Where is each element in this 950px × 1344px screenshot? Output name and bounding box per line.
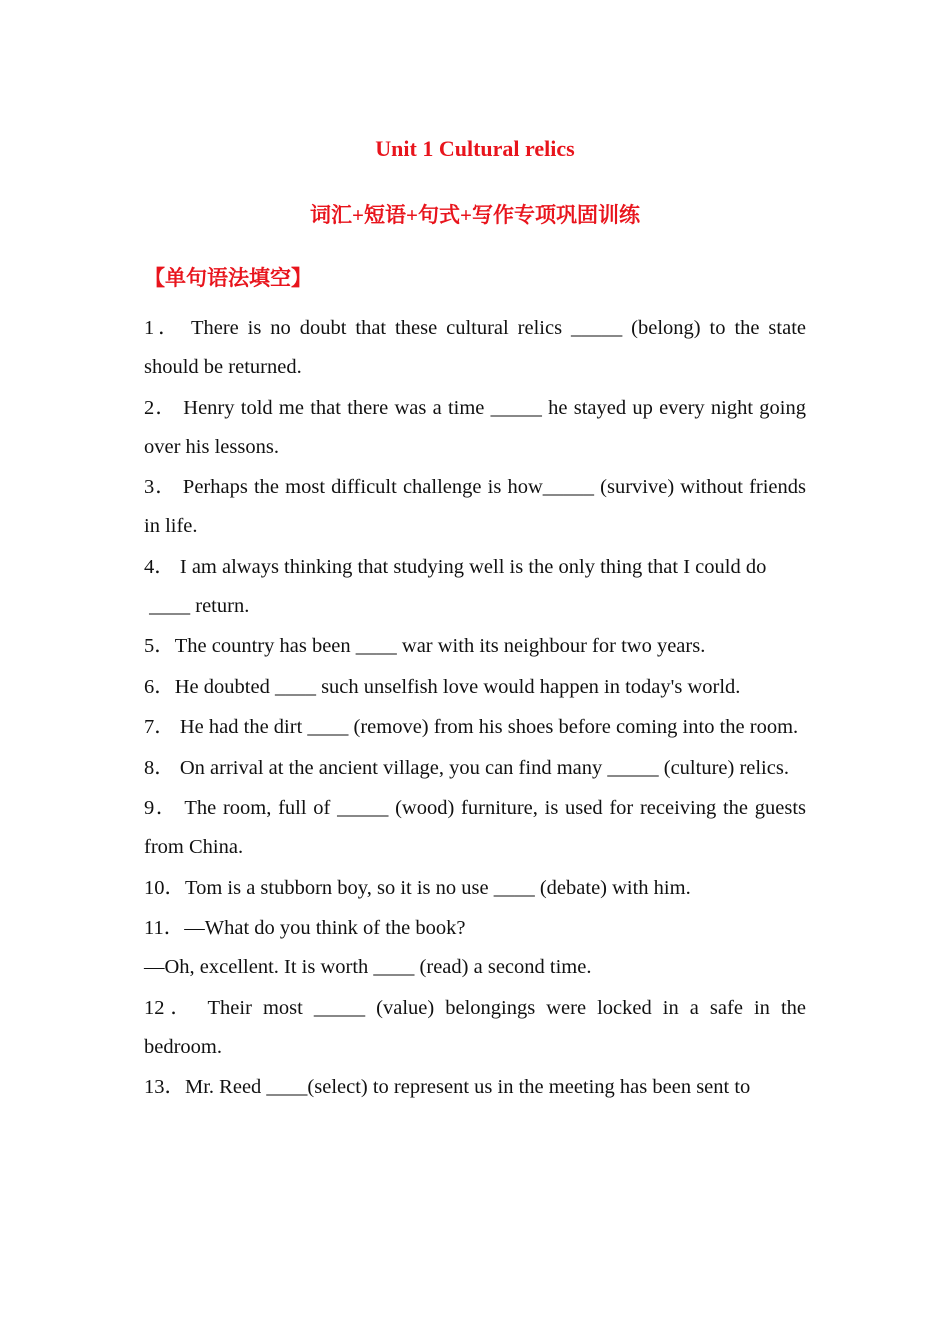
item-text: Perhaps the most difficult challenge is how_____ (survive) without friends in life. <box>144 476 806 537</box>
exercise-list <box>144 309 806 1107</box>
item-number: 9． <box>144 797 178 819</box>
item-number: 5． <box>144 635 175 657</box>
exercise-item-7 <box>144 708 806 747</box>
item-text: —What do you think of the book? <box>184 917 466 939</box>
item-number: 6． <box>144 675 175 698</box>
item-number: 10． <box>144 876 185 899</box>
item-text: The country has been ____ war with its neighbour for two years. <box>174 635 706 657</box>
item-number: 12． <box>144 996 197 1019</box>
page-subtitle: 词汇+短语+句式+写作专项巩固训练 <box>310 203 640 227</box>
item-text-continued: —Oh, excellent. It is worth ____ (read) a second time. <box>144 956 592 978</box>
item-text: He had the dirt ____ (remove) from his shoes before coming into the room. <box>179 716 799 738</box>
exercise-item-11 <box>144 909 806 987</box>
exercise-item-2 <box>144 389 806 467</box>
item-text: Tom is a stubborn boy, so it is no use ____ (debate) with him. <box>185 876 691 899</box>
item-number: 2． <box>144 396 178 419</box>
item-text: Henry told me that there was a time _____ he stayed up every night going over his lessons. <box>144 396 807 458</box>
exercise-item-5 <box>144 627 806 666</box>
exercise-item-10 <box>144 869 806 908</box>
exercise-item-13 <box>144 1068 806 1107</box>
exercise-item-8 <box>144 749 806 788</box>
item-text: Their most _____ (value) belongings were locked in a safe in the bedroom. <box>144 996 806 1058</box>
item-number: 1． <box>144 317 183 339</box>
item-number: 4． <box>144 555 175 578</box>
exercise-item-1 <box>144 309 806 387</box>
exercise-item-3 <box>144 468 806 546</box>
item-number: 3． <box>144 476 177 498</box>
item-number: 11． <box>144 917 185 939</box>
item-text: He doubted ____ such unselfish love would happen in today's world. <box>174 675 741 698</box>
item-text: I am always thinking that studying well is the only thing that I could do <box>179 555 767 578</box>
item-number: 8． <box>144 756 175 779</box>
item-text: On arrival at the ancient village, you can find many _____ (culture) relics. <box>179 756 789 779</box>
item-number: 13． <box>144 1076 185 1098</box>
exercise-item-12 <box>144 989 806 1067</box>
item-text: There is no doubt that these cultural relics _____ (belong) to the state should be returned. <box>144 317 806 378</box>
section-heading: 【单句语法填空】 <box>144 266 312 290</box>
item-text-continued: ____ return. <box>144 594 250 617</box>
item-text: Mr. Reed ____(select) to represent us in the meeting has been sent to <box>185 1076 751 1098</box>
item-number: 7． <box>144 716 175 738</box>
page-title: Unit 1 Cultural relics <box>375 136 575 161</box>
exercise-item-4 <box>144 548 806 626</box>
exercise-item-6 <box>144 668 806 707</box>
exercise-item-9 <box>144 789 806 867</box>
item-text: The room, full of _____ (wood) furniture, is used for receiving the guests from China. <box>144 797 807 858</box>
